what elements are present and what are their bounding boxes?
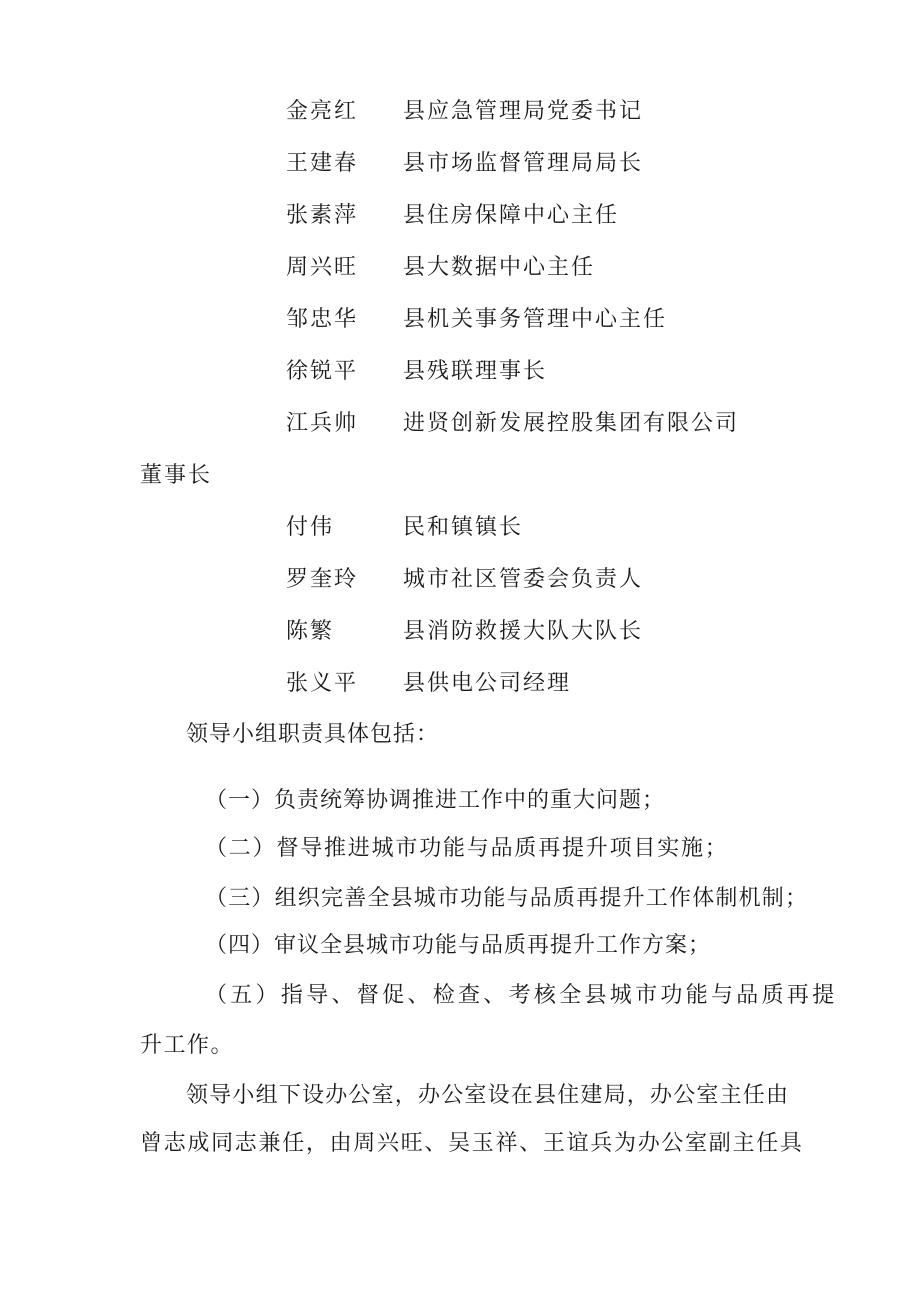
member-name: 付伟 xyxy=(286,515,335,540)
member-name: 江兵帅 xyxy=(286,411,359,436)
duty-item: （三）组织完善全县城市功能与品质再提升工作体制机制； xyxy=(205,886,809,911)
role-continuation: 董事长 xyxy=(140,463,213,488)
member-row xyxy=(0,563,920,597)
member-row xyxy=(0,199,920,233)
duties-intro: 领导小组职责具体包括： xyxy=(186,722,440,747)
member-role: 城市社区管委会负责人 xyxy=(403,567,644,592)
member-role: 进贤创新发展控股集团有限公司 xyxy=(403,411,740,436)
member-row xyxy=(0,511,920,545)
member-role: 县应急管理局党委书记 xyxy=(403,99,644,124)
member-role: 县市场监督管理局局长 xyxy=(403,151,644,176)
member-name: 金亮红 xyxy=(286,99,359,124)
member-name: 徐锐平 xyxy=(286,359,359,384)
member-name: 张素萍 xyxy=(286,203,359,228)
duty-item: （五）指导、督促、检查、考核全县城市功能与品质再提 xyxy=(205,983,838,1008)
member-row xyxy=(0,251,920,285)
member-row xyxy=(0,95,920,129)
member-name: 邹忠华 xyxy=(286,307,359,332)
member-name: 张义平 xyxy=(286,671,359,696)
member-row xyxy=(0,147,920,181)
member-name: 周兴旺 xyxy=(286,255,359,280)
member-row xyxy=(0,407,920,441)
member-role: 民和镇镇长 xyxy=(403,515,524,540)
member-role: 县机关事务管理中心主任 xyxy=(403,307,668,332)
office-paragraph-line: 领导小组下设办公室，办公室设在县住建局，办公室主任由 xyxy=(186,1083,790,1108)
member-role: 县消防救援大队大队长 xyxy=(403,619,644,644)
member-name: 王建春 xyxy=(286,151,359,176)
duty-continuation: 升工作。 xyxy=(140,1033,235,1058)
member-row xyxy=(0,615,920,649)
member-role: 县供电公司经理 xyxy=(403,671,572,696)
member-role: 县残联理事长 xyxy=(403,359,548,384)
member-name: 罗奎玲 xyxy=(286,567,359,592)
duty-item: （一）负责统筹协调推进工作中的重大问题； xyxy=(205,788,666,813)
member-name: 陈繁 xyxy=(286,619,335,644)
member-row xyxy=(0,303,920,337)
member-row xyxy=(0,667,920,701)
member-role: 县大数据中心主任 xyxy=(403,255,596,280)
duty-item: （四）审议全县城市功能与品质再提升工作方案； xyxy=(205,933,712,958)
member-role: 县住房保障中心主任 xyxy=(403,203,620,228)
member-row xyxy=(0,355,920,389)
office-paragraph-line: 曾志成同志兼任，由周兴旺、吴玉祥、王谊兵为办公室副主任具 xyxy=(140,1131,804,1156)
duty-item: （二）督导推进城市功能与品质再提升项目实施； xyxy=(205,836,729,861)
